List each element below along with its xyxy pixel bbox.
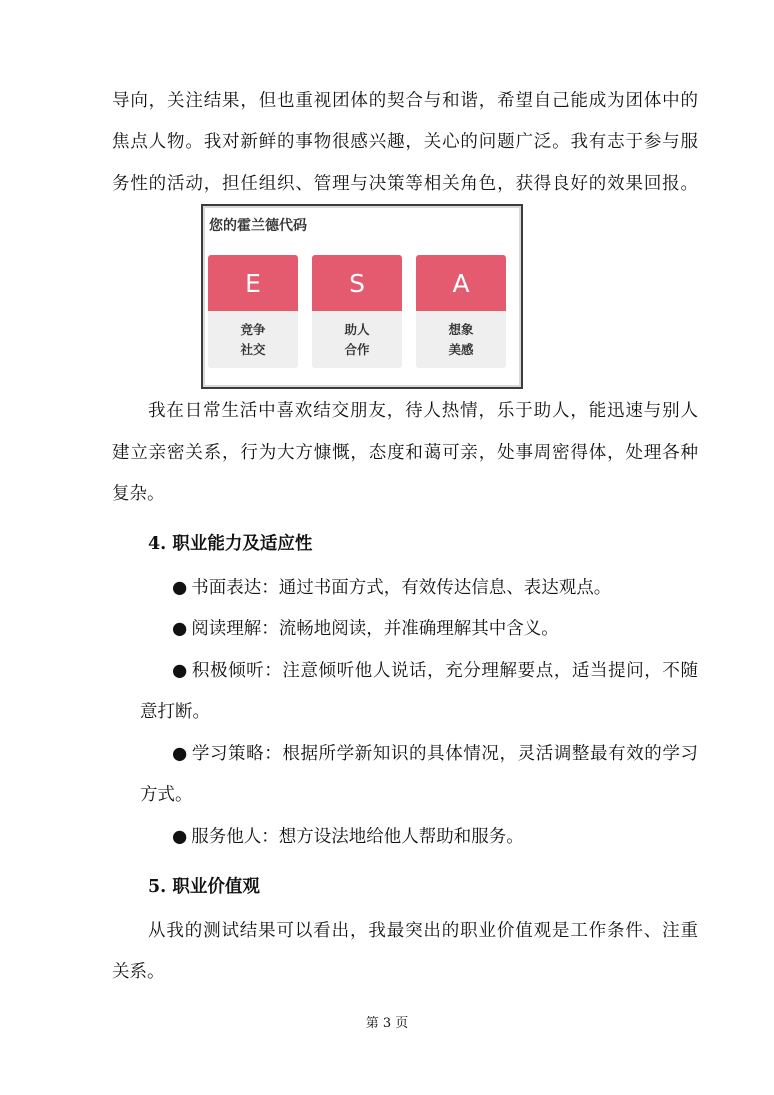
section4-heading: 4. 职业能力及适应性 bbox=[148, 534, 313, 554]
holland-card-a bbox=[416, 255, 506, 368]
holland-card-s bbox=[312, 255, 402, 368]
bullet-item bbox=[172, 825, 774, 849]
holland-card-letter: E bbox=[208, 255, 298, 311]
section5-paragraph-line-1: 从我的测试结果可以看出，我最突出的职业价值观是工作条件、注重 bbox=[148, 921, 698, 941]
bullet-icon: ● bbox=[172, 744, 188, 764]
holland-card-trait-1: 助人 bbox=[344, 322, 370, 337]
bullet-text-continued: 方式。 bbox=[140, 785, 193, 805]
section5-paragraph-line-2: 关系。 bbox=[112, 962, 165, 982]
bullet-item bbox=[172, 742, 698, 766]
holland-card-traits bbox=[312, 311, 402, 360]
bullet-text: 学习策略：根据所学新知识的具体情况，灵活调整最有效的学习 bbox=[191, 744, 698, 764]
holland-card-trait-2: 美感 bbox=[448, 342, 474, 357]
paragraph2-line-2: 建立亲密关系，行为大方慷慨，态度和蔼可亲，处事周密得体，处理各种 bbox=[112, 443, 698, 463]
holland-card-e bbox=[208, 255, 298, 368]
bullet-item bbox=[172, 659, 698, 683]
holland-card-traits bbox=[416, 311, 506, 360]
bullet-text: 服务他人：想方设法地给他人帮助和服务。 bbox=[191, 827, 524, 847]
bullet-item bbox=[172, 576, 774, 600]
bullet-text: 积极倾听：注意倾听他人说话，充分理解要点，适当提问，不随 bbox=[191, 661, 698, 681]
paragraph1-line-1: 导向，关注结果，但也重视团体的契合与和谐，希望自己能成为团体中的 bbox=[112, 91, 698, 111]
holland-card-letter: S bbox=[312, 255, 402, 311]
bullet-item bbox=[172, 617, 774, 641]
bullet-icon: ● bbox=[172, 661, 188, 681]
holland-code-title: 您的霍兰德代码 bbox=[209, 218, 307, 234]
holland-card-trait-2: 社交 bbox=[240, 342, 266, 357]
holland-card-trait-2: 合作 bbox=[344, 342, 370, 357]
holland-card-letter: A bbox=[416, 255, 506, 311]
bullet-text: 书面表达：通过书面方式，有效传达信息、表达观点。 bbox=[191, 578, 612, 598]
paragraph2-line-3: 复杂。 bbox=[112, 484, 165, 504]
paragraph1-line-2: 焦点人物。我对新鲜的事物很感兴趣，关心的问题广泛。我有志于参与服 bbox=[112, 132, 698, 152]
section5-heading: 5. 职业价值观 bbox=[148, 877, 260, 897]
paragraph2-line-1: 我在日常生活中喜欢结交朋友，待人热情，乐于助人，能迅速与别人 bbox=[148, 401, 698, 421]
bullet-text: 阅读理解：流畅地阅读，并准确理解其中含义。 bbox=[191, 619, 559, 639]
page-number: 第 3 页 bbox=[365, 1016, 409, 1031]
bullet-icon: ● bbox=[172, 827, 188, 847]
paragraph1-line-3: 务性的活动，担任组织、管理与决策等相关角色，获得良好的效果回报。 bbox=[112, 174, 698, 194]
holland-card-traits bbox=[208, 311, 298, 360]
holland-card-trait-1: 想象 bbox=[448, 322, 474, 337]
bullet-icon: ● bbox=[172, 619, 188, 639]
holland-code-image bbox=[201, 204, 523, 389]
bullet-text-continued: 意打断。 bbox=[140, 702, 210, 722]
bullet-icon: ● bbox=[172, 578, 188, 598]
holland-card-trait-1: 竞争 bbox=[240, 322, 266, 337]
